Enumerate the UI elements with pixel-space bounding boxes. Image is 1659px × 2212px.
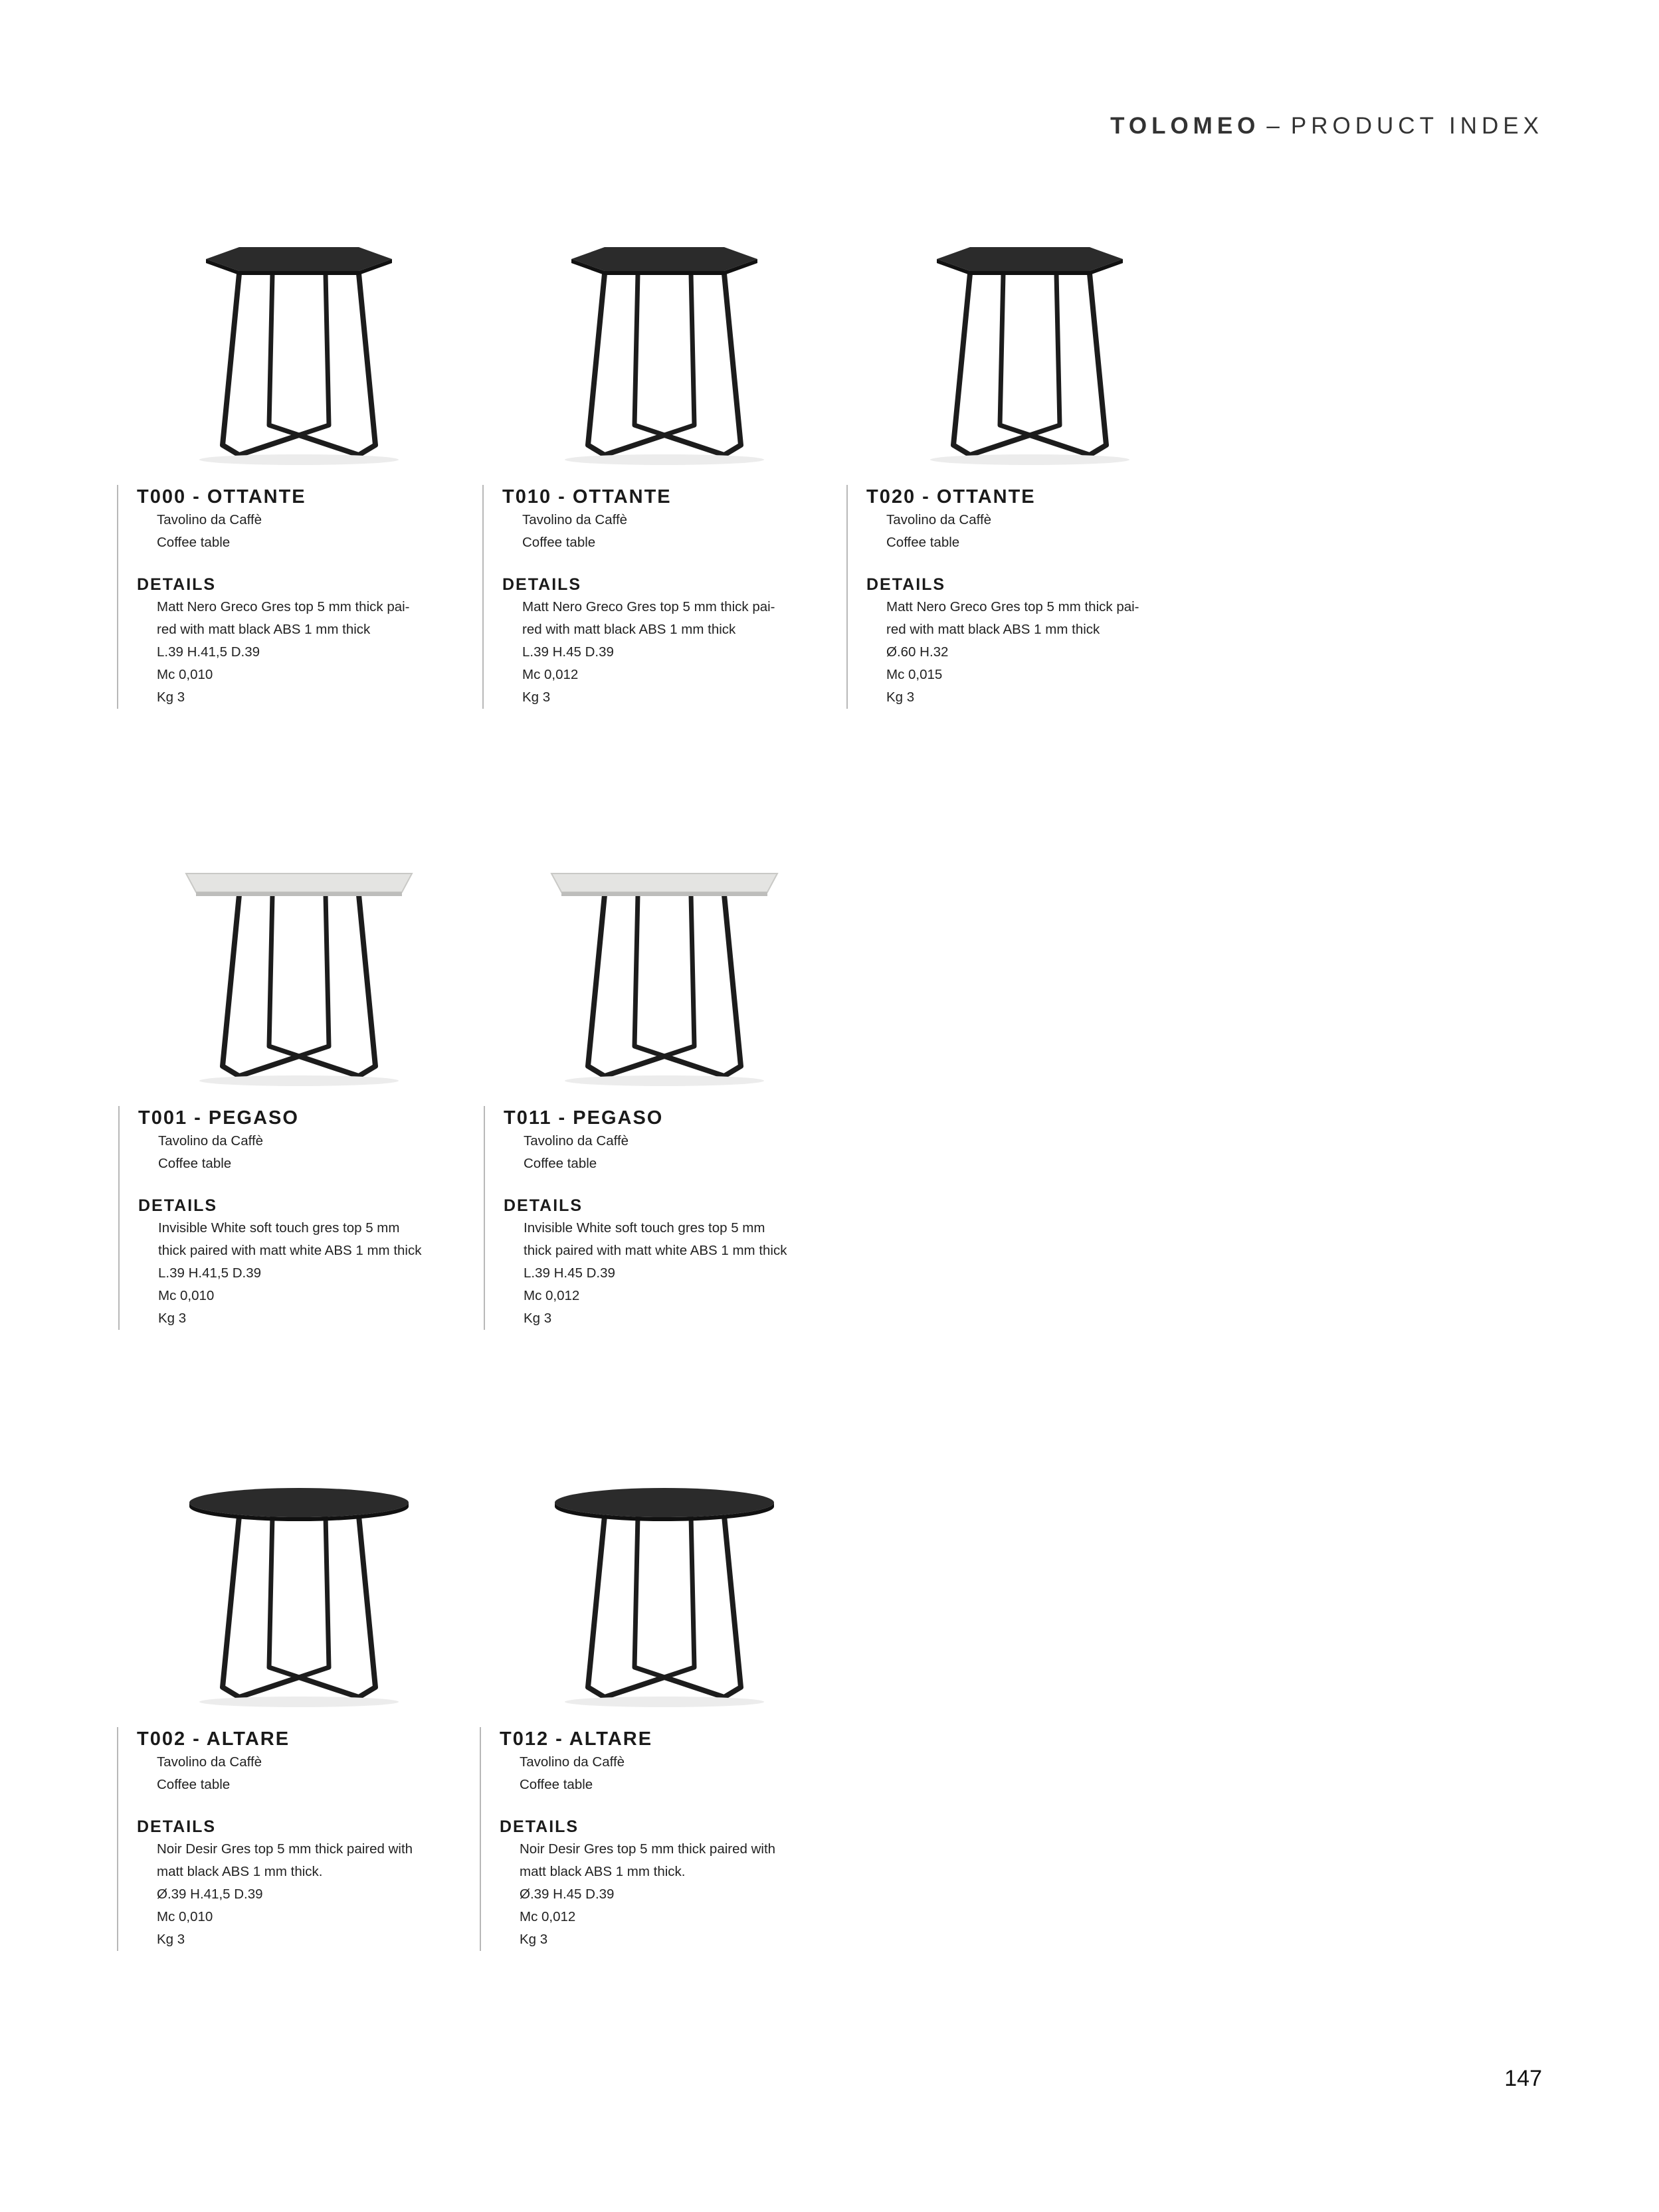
product-code: T012 - ALTARE [500, 1728, 653, 1750]
product-code: T002 - ALTARE [137, 1728, 290, 1750]
product-name-en: Coffee table [524, 1156, 597, 1171]
details-line: Noir Desir Gres top 5 mm thick paired with [520, 1841, 776, 1857]
details-line: L.39 H.45 D.39 [524, 1265, 615, 1281]
details-line: Kg 3 [158, 1311, 187, 1326]
product-name-it: Tavolino da Caffè [157, 1754, 262, 1770]
product-name-it: Tavolino da Caffè [157, 512, 262, 527]
product-name-en: Coffee table [157, 535, 231, 550]
details-line: matt black ABS 1 mm thick. [157, 1864, 323, 1879]
product-code: T000 - OTTANTE [137, 486, 306, 507]
product-info-t011-pegaso [484, 1106, 836, 1330]
details-line: Kg 3 [524, 1311, 552, 1326]
details-line: Mc 0,012 [522, 667, 579, 682]
details-title: DETAILS [504, 1196, 583, 1215]
details-line: Mc 0,010 [157, 667, 213, 682]
details-line: Kg 3 [522, 690, 551, 705]
product-info-t001-pegaso [118, 1106, 470, 1330]
details-line: Kg 3 [520, 1932, 548, 1947]
details-line: matt black ABS 1 mm thick. [520, 1864, 686, 1879]
product-info-t020-ottante [846, 485, 1199, 709]
product-code: T010 - OTTANTE [502, 486, 672, 507]
details-line: red with matt black ABS 1 mm thick [522, 622, 736, 637]
product-info-t012-altare [480, 1727, 832, 1951]
details-line: L.39 H.45 D.39 [522, 644, 614, 660]
brand-name: TOLOMEO [1110, 113, 1260, 139]
product-photo-t000-ottante [159, 199, 439, 478]
details-line: thick paired with matt white ABS 1 mm thick [158, 1243, 422, 1258]
product-name-it: Tavolino da Caffè [524, 1133, 629, 1149]
details-line: Ø.60 H.32 [886, 644, 949, 660]
details-line: Kg 3 [157, 690, 185, 705]
product-photo-t012-altare [525, 1441, 804, 1720]
details-line: Mc 0,015 [886, 667, 943, 682]
details-line: Ø.39 H.45 D.39 [520, 1887, 615, 1902]
product-code: T011 - PEGASO [504, 1107, 664, 1129]
details-line: Mc 0,012 [524, 1288, 580, 1303]
details-line: Matt Nero Greco Gres top 5 mm thick pai- [522, 599, 775, 614]
section-title: PRODUCT INDEX [1290, 113, 1543, 139]
product-photo-t011-pegaso [525, 820, 804, 1099]
details-line: thick paired with matt white ABS 1 mm thick [524, 1243, 787, 1258]
details-title: DETAILS [137, 1817, 217, 1836]
details-title: DETAILS [500, 1817, 579, 1836]
header-separator: – [1266, 113, 1284, 139]
product-info-t000-ottante [117, 485, 469, 709]
page-header [1110, 113, 1543, 139]
product-photo-t010-ottante [525, 199, 804, 478]
product-code: T001 - PEGASO [138, 1107, 299, 1129]
product-name-it: Tavolino da Caffè [522, 512, 628, 527]
product-name-it: Tavolino da Caffè [886, 512, 992, 527]
product-photo-t002-altare [159, 1441, 439, 1720]
details-line: red with matt black ABS 1 mm thick [886, 622, 1100, 637]
details-line: red with matt black ABS 1 mm thick [157, 622, 371, 637]
details-title: DETAILS [866, 575, 946, 594]
details-line: Kg 3 [886, 690, 915, 705]
details-line: Noir Desir Gres top 5 mm thick paired with [157, 1841, 413, 1857]
product-name-it: Tavolino da Caffè [158, 1133, 264, 1149]
product-photo-t001-pegaso [159, 820, 439, 1099]
product-code: T020 - OTTANTE [866, 486, 1036, 507]
product-info-t010-ottante [482, 485, 834, 709]
product-name-en: Coffee table [158, 1156, 232, 1171]
product-name-en: Coffee table [157, 1777, 231, 1792]
product-name-en: Coffee table [522, 535, 596, 550]
details-line: Invisible White soft touch gres top 5 mm [158, 1220, 400, 1236]
details-line: Mc 0,010 [157, 1909, 213, 1924]
details-title: DETAILS [138, 1196, 218, 1215]
details-line: Mc 0,012 [520, 1909, 576, 1924]
details-line: Ø.39 H.41,5 D.39 [157, 1887, 263, 1902]
details-line: Matt Nero Greco Gres top 5 mm thick pai- [157, 599, 410, 614]
product-name-it: Tavolino da Caffè [520, 1754, 625, 1770]
details-title: DETAILS [502, 575, 582, 594]
details-line: Kg 3 [157, 1932, 185, 1947]
page-number: 147 [1504, 2066, 1542, 2091]
product-name-en: Coffee table [520, 1777, 593, 1792]
details-line: Matt Nero Greco Gres top 5 mm thick pai- [886, 599, 1139, 614]
details-line: Invisible White soft touch gres top 5 mm [524, 1220, 765, 1236]
details-title: DETAILS [137, 575, 217, 594]
product-photo-t020-ottante [890, 199, 1169, 478]
details-line: Mc 0,010 [158, 1288, 215, 1303]
details-line: L.39 H.41,5 D.39 [157, 644, 260, 660]
details-line: L.39 H.41,5 D.39 [158, 1265, 261, 1281]
product-name-en: Coffee table [886, 535, 960, 550]
product-info-t002-altare [117, 1727, 469, 1951]
